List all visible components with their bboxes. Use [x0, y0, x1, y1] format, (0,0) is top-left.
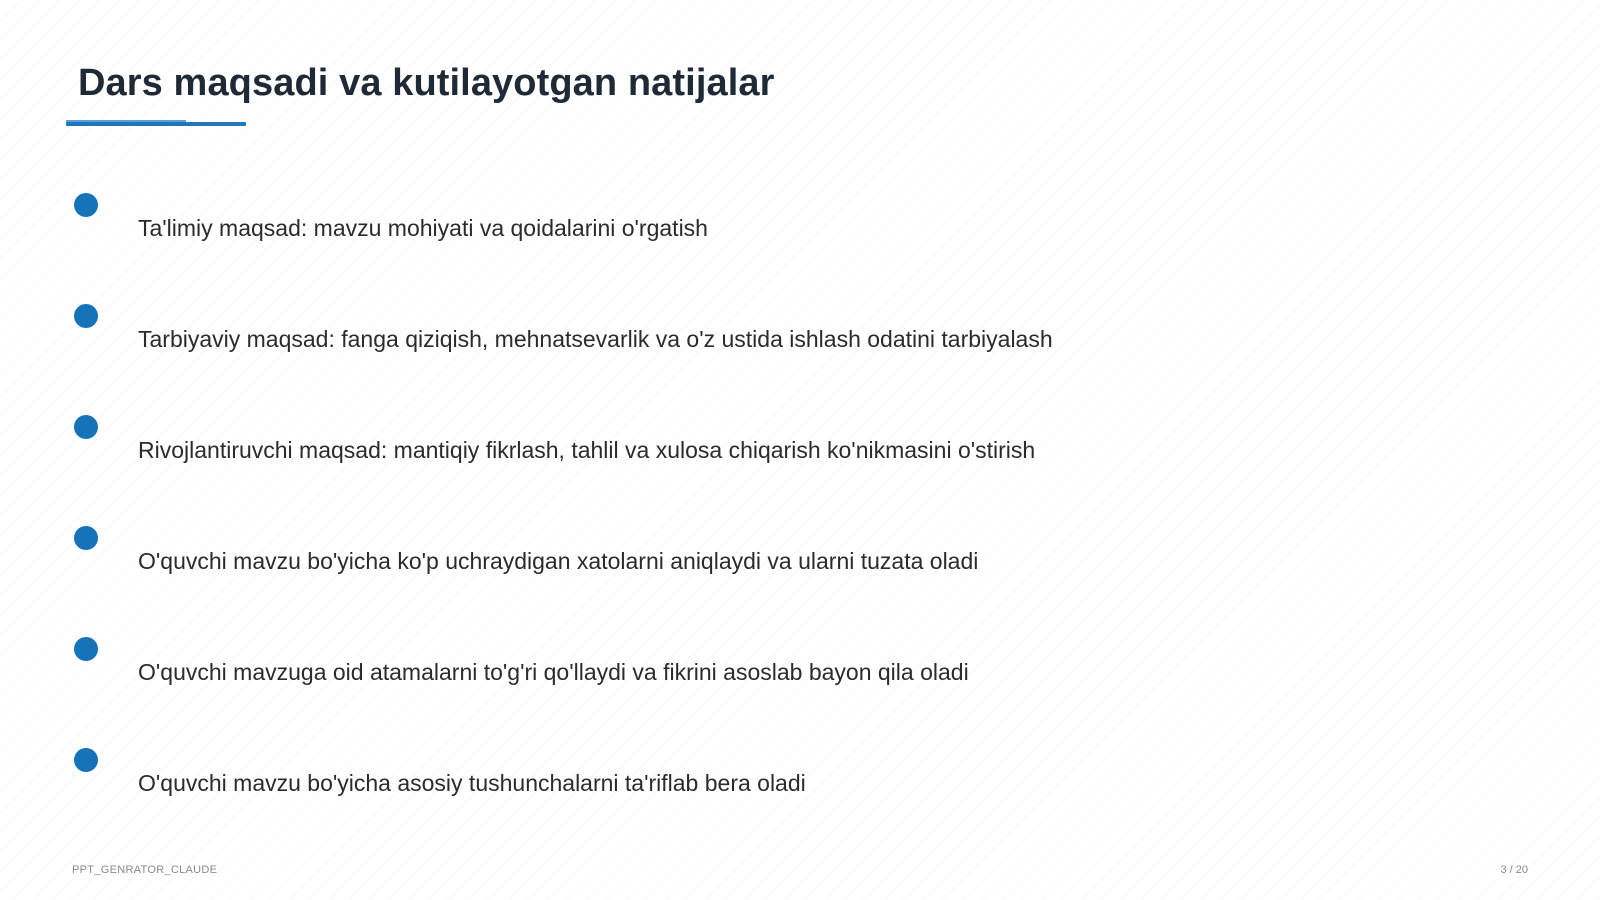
bullet-item [0, 748, 1400, 828]
bullet-dot-icon [74, 415, 98, 439]
bullet-item [0, 526, 1400, 606]
bullet-dot-icon [74, 193, 98, 217]
page-indicator: 3 / 20 [1500, 864, 1528, 876]
bullet-dot-icon [74, 748, 98, 772]
title-underline-accent [66, 120, 186, 122]
bullet-dot-icon [74, 526, 98, 550]
bullet-item [0, 304, 1400, 384]
bullet-dot-icon [74, 304, 98, 328]
bullet-text: O'quvchi mavzu bo'yicha ko'p uchraydigan xatolarni aniqlaydi va ularni tuzata oladi [138, 548, 979, 574]
bullet-text: Tarbiyaviy maqsad: fanga qiziqish, mehnatsevarlik va o'z ustida ishlash odatini tarbiyalash [138, 326, 1053, 352]
bullet-item [0, 193, 1400, 273]
bullet-text: O'quvchi mavzuga oid atamalarni to'g'ri qo'llaydi va fikrini asoslab bayon qila oladi [138, 659, 969, 685]
bullet-text: Rivojlantiruvchi maqsad: mantiqiy fikrlash, tahlil va xulosa chiqarish ko'nikmasini o'stirish [138, 437, 1036, 463]
title-underline [66, 122, 246, 126]
footer-source-label: PPT_GENRATOR_CLAUDE [72, 864, 218, 876]
slide-title: Dars maqsadi va kutilayotgan natijalar [78, 62, 775, 104]
bullet-item [0, 637, 1400, 717]
bullet-text: O'quvchi mavzu bo'yicha asosiy tushunchalarni ta'riflab bera oladi [138, 770, 806, 796]
bullet-text: Ta'limiy maqsad: mavzu mohiyati va qoidalarini o'rgatish [138, 215, 708, 241]
bullet-dot-icon [74, 637, 98, 661]
bullet-item [0, 415, 1400, 495]
